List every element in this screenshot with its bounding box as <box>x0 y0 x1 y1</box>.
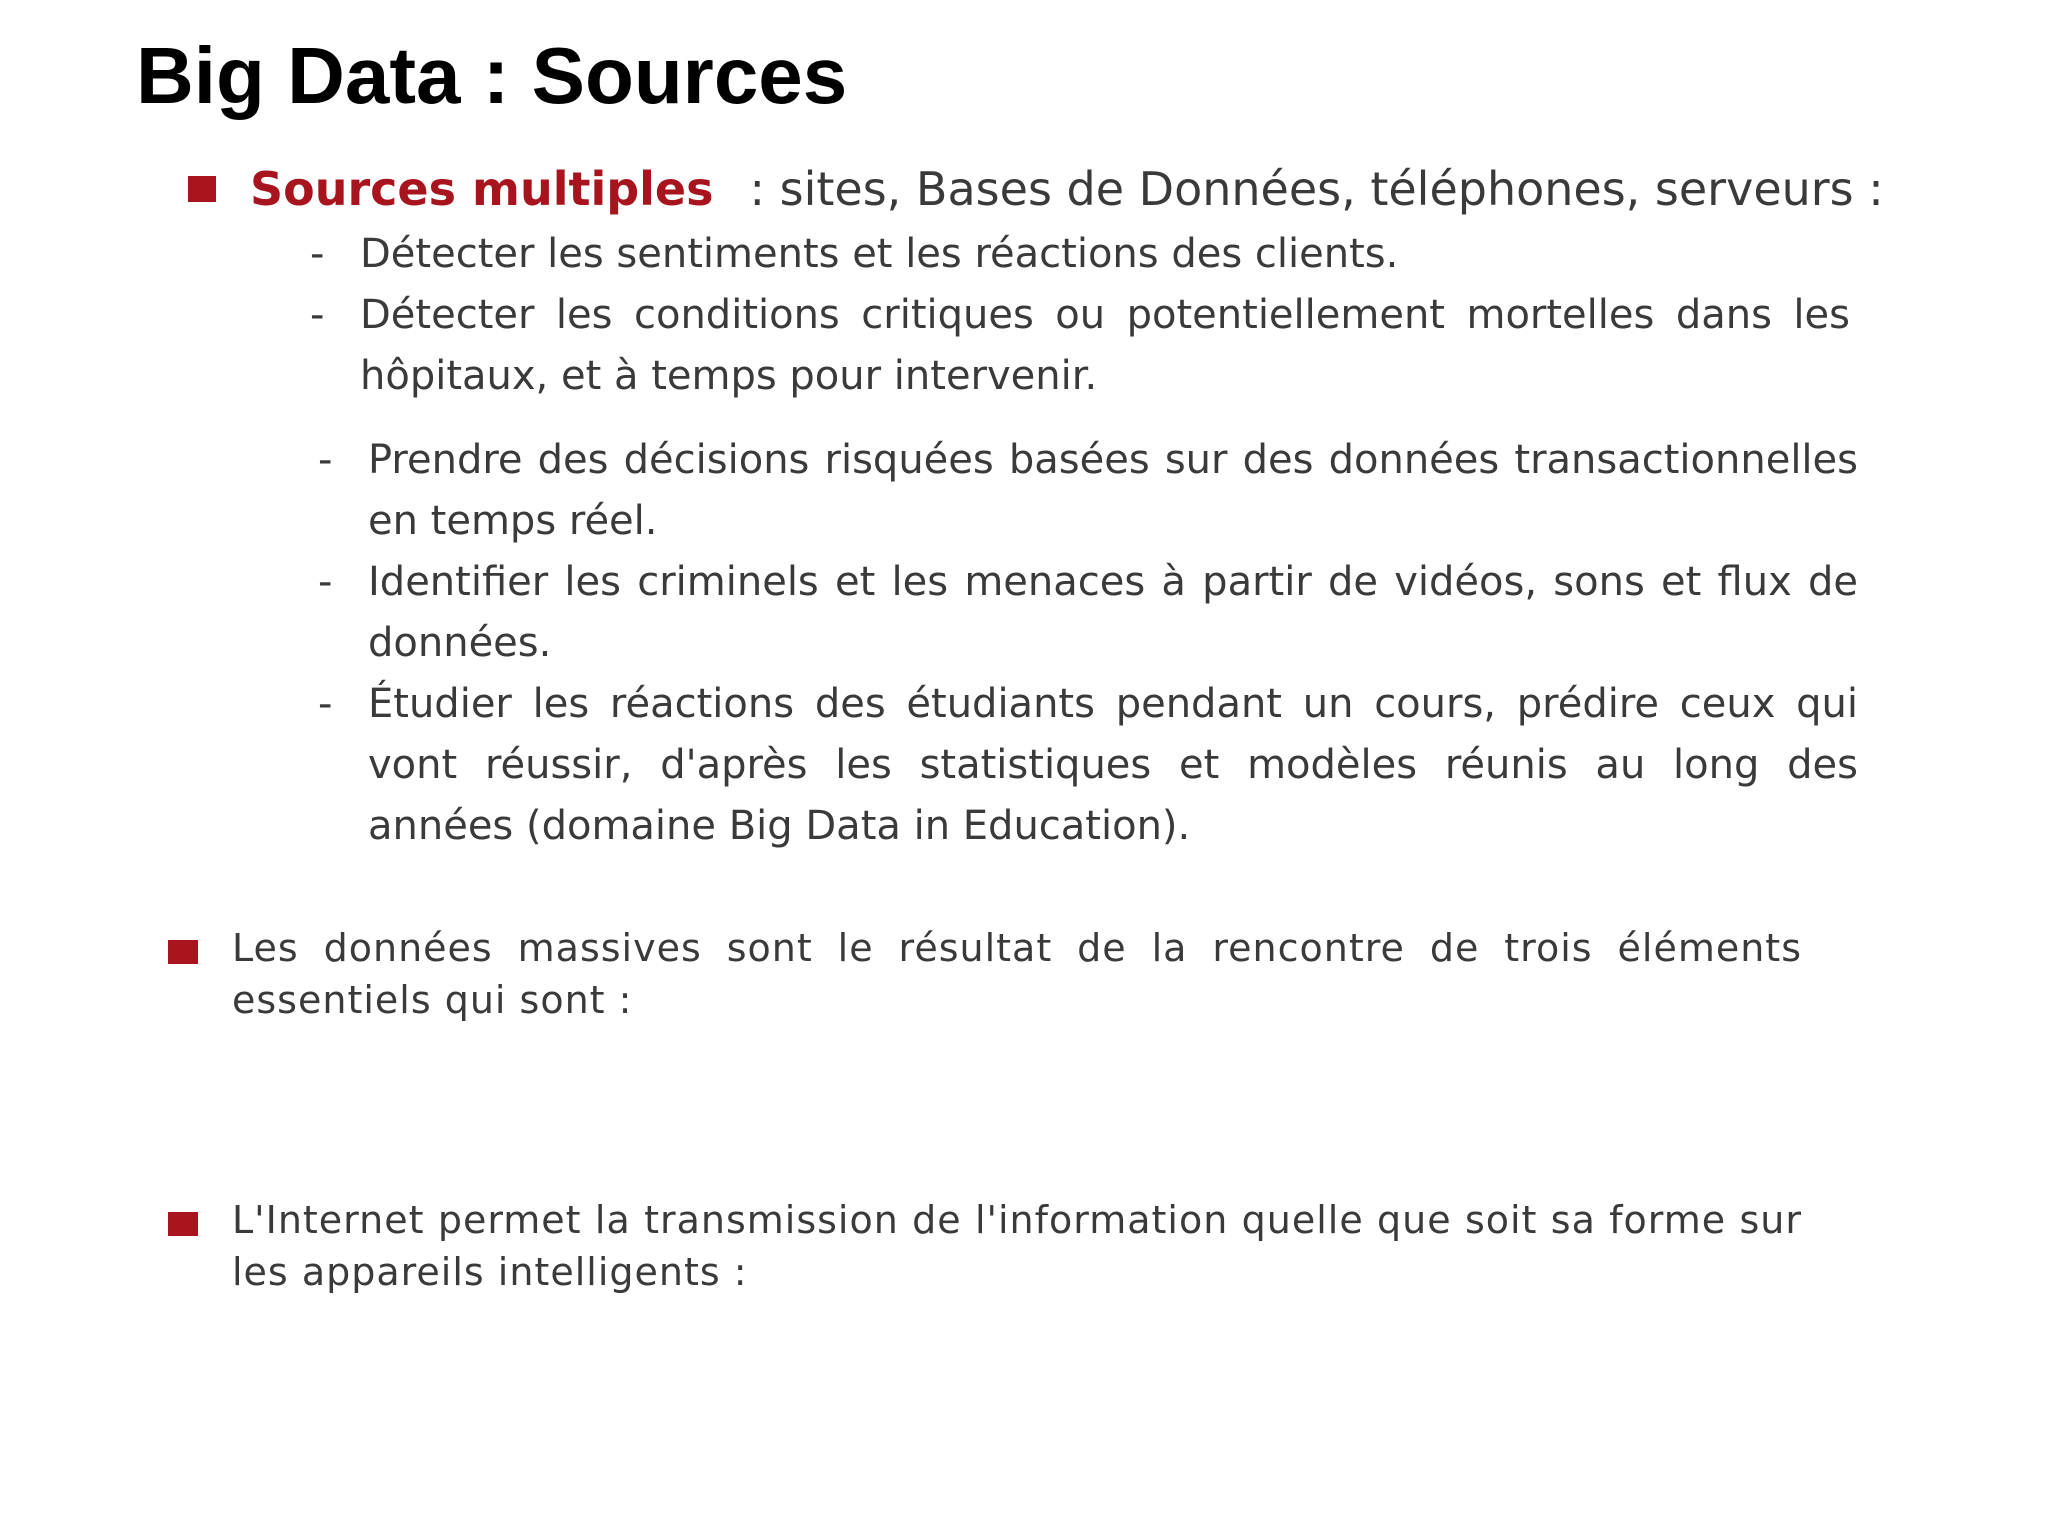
bullet-sources-multiples <box>188 154 1884 224</box>
list-item-text: Identifier les criminels et les menaces à partir de vidéos, sons et flux de données. <box>368 559 1858 666</box>
list-item <box>318 674 1858 857</box>
list-item-text: Détecter les sentiments et les réactions des clients. <box>360 231 1399 277</box>
dash-marker: - <box>318 559 333 605</box>
dash-marker: - <box>318 681 333 727</box>
list-item <box>318 430 1858 552</box>
list-item-text: Étudier les réactions des étudiants pendant un cours, prédire ceux qui vont réussir, d'après les statistiques et modèles réunis au long des années (domaine Big Data in Education). <box>368 681 1858 849</box>
red-square-bullet-icon <box>168 1212 198 1236</box>
dash-marker: - <box>310 231 325 277</box>
bullet-text: Les données massives sont le résultat de la rencontre de trois éléments essentiels qui sont : <box>232 926 1802 1022</box>
bullet-rest-text: : sites, Bases de Données, téléphones, serveurs : <box>749 162 1884 216</box>
dash-marker: - <box>318 437 333 483</box>
red-square-bullet-icon <box>188 176 216 202</box>
sub-list-b <box>318 430 1858 857</box>
list-item <box>318 552 1858 674</box>
slide-title: Big Data : Sources <box>136 31 848 120</box>
bullet-internet <box>168 1194 1808 1298</box>
bullet-text: L'Internet permet la transmission de l'information quelle que soit sa forme sur les appareils intelligents : <box>232 1198 1802 1294</box>
bullet-lead-text: Sources multiples <box>250 162 714 216</box>
sub-list-a <box>310 224 1850 407</box>
red-square-bullet-icon <box>168 940 198 964</box>
dash-marker: - <box>310 292 325 338</box>
list-item <box>310 224 1850 285</box>
list-item-text: Détecter les conditions critiques ou potentiellement mortelles dans les hôpitaux, et à temps pour intervenir. <box>360 292 1850 399</box>
bullet-donnees-massives <box>168 922 1808 1026</box>
list-item-text: Prendre des décisions risquées basées sur des données transactionnelles en temps réel. <box>368 437 1858 544</box>
list-item <box>310 285 1850 407</box>
